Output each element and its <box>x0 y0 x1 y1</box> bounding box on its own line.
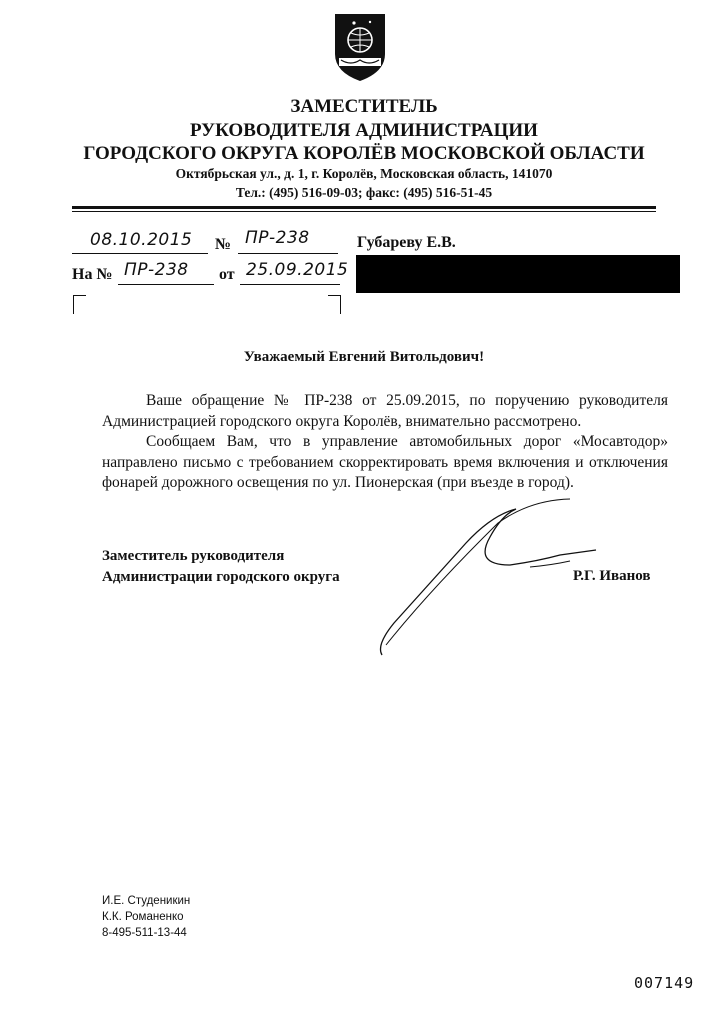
header-divider-thick <box>72 206 656 209</box>
header-title-line-3: ГОРОДСКОГО ОКРУГА КОРОЛЁВ МОСКОВСКОЙ ОБЛАСТИ <box>83 143 645 164</box>
reply-date-underline <box>240 284 340 285</box>
header-title-line-1: ЗАМЕСТИТЕЛЬ <box>290 96 438 117</box>
coat-of-arms-emblem <box>331 10 389 84</box>
reply-from-label: от <box>219 266 235 283</box>
executor-2: К.К. Романенко <box>102 911 184 923</box>
signatory-position-line-2: Администрации городского округа <box>102 569 340 585</box>
executors-block <box>102 893 190 941</box>
signatory-position-line-1: Заместитель руководителя <box>102 548 285 564</box>
executor-1: И.Е. Студеникин <box>102 895 191 907</box>
letter-paragraph-2: Сообщаем Вам, что в управление автомобильных дорог «Мосавтодор» направлено письмо с требованием скорректировать время включения и отключения фонарей дорожного освещения по ул. Пионерская (при въезде в город). <box>102 433 668 491</box>
reply-number-underline <box>118 284 214 285</box>
reply-date: 25.09.2015 <box>246 260 349 280</box>
corner-mark-left <box>73 295 86 314</box>
registration-number: 007149 <box>634 974 695 992</box>
header-divider-thin <box>72 211 656 212</box>
outgoing-date-underline <box>72 253 208 254</box>
handwritten-signature <box>370 495 600 660</box>
executor-phone: 8-495-511-13-44 <box>102 927 187 939</box>
letter-body <box>102 391 668 494</box>
outgoing-number-label: № <box>215 236 232 253</box>
letter-greeting: Уважаемый Евгений Витольдович! <box>243 349 485 365</box>
header-phone: Тел.: (495) 516-09-03; факс: (495) 516-51-45 <box>235 185 493 200</box>
signatory-name: Р.Г. Иванов <box>573 568 651 584</box>
outgoing-number: ПР-238 <box>245 228 310 248</box>
corner-mark-right <box>328 295 341 314</box>
recipient-name: Губареву Е.В. <box>357 234 456 251</box>
outgoing-number-underline <box>238 253 338 254</box>
reply-number-label: На № <box>72 266 113 283</box>
letter-paragraph-1: Ваше обращение № ПР-238 от 25.09.2015, по поручению руководителя Администрацией городского округа Королёв, внимательно рассмотрено. <box>102 392 668 430</box>
outgoing-date: 08.10.2015 <box>90 230 193 250</box>
header-title-line-2: РУКОВОДИТЕЛЯ АДМИНИСТРАЦИИ <box>190 120 538 141</box>
redacted-recipient-address <box>356 255 680 293</box>
header-address: Октябрьская ул., д. 1, г. Королёв, Московская область, 141070 <box>175 166 553 181</box>
reply-number: ПР-238 <box>124 260 189 280</box>
